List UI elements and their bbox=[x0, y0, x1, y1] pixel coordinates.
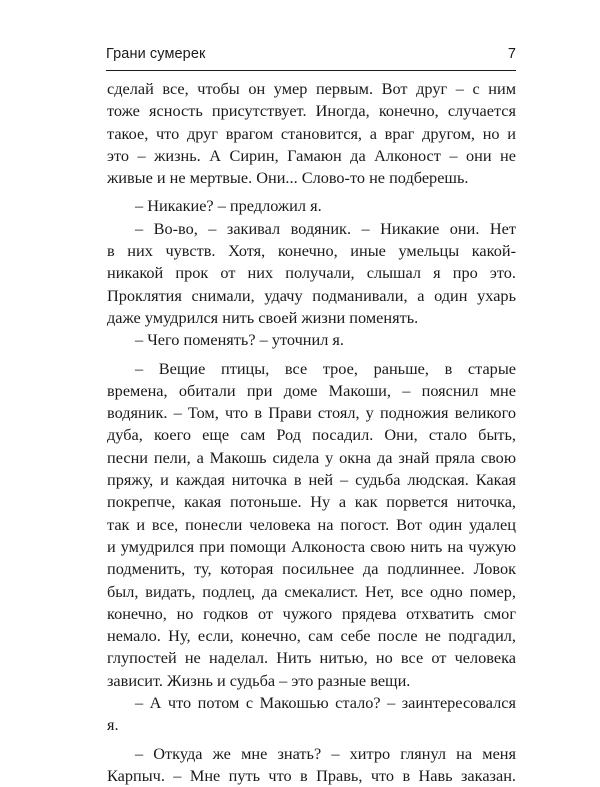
text-line: живые и не мертвые. Они... Слово-то не подберешь. bbox=[107, 168, 469, 188]
text-line: покрепче, какая потоньше. Ну а как порвется ниточка, bbox=[107, 492, 516, 512]
text-line: это – жизнь. А Сирин, Гамаюн да Алконост – они не bbox=[107, 145, 516, 165]
running-header bbox=[106, 44, 516, 72]
text-line: тоже ясность присутствует. Иногда, конечно, случается bbox=[107, 101, 516, 121]
text-line: даже умудрился нить своей жизни поменять. bbox=[107, 307, 419, 327]
text-line: – Откуда же мне знать? – хитро глянул на меня bbox=[135, 743, 516, 763]
page-body bbox=[107, 78, 516, 787]
text-line: и умудрился при помощи Алконоста свою нить на чужую bbox=[107, 536, 516, 556]
text-line: времена, обитали при доме Макоши, – пояснил мне bbox=[107, 380, 516, 400]
running-title: Грани сумерек bbox=[106, 46, 206, 62]
text-line: Карпыч. – Мне путь что в Правь, что в Навь заказан. bbox=[107, 765, 516, 785]
text-line: так и все, понесли человека на погост. Вот один удалец bbox=[107, 514, 516, 534]
text-line: зависит. Жизнь и судьба – это разные вещи. bbox=[107, 670, 411, 690]
text-line: сделай все, чтобы он умер первым. Вот друг – с ним bbox=[107, 79, 516, 98]
text-line: подменить, ту, которая посильнее да подлиннее. Ловок bbox=[107, 559, 516, 579]
header-rule bbox=[106, 70, 516, 71]
text-line: водяник. – Том, что в Прави стоял, у подножия великого bbox=[107, 403, 516, 423]
text-line: – Во-во, – закивал водяник. – Никакие они. Нет bbox=[135, 218, 516, 238]
page-number: 7 bbox=[507, 46, 516, 62]
text-line: немало. Ну, если, конечно, сам себе после не подгадил, bbox=[107, 626, 516, 646]
text-line: – Чего поменять? – уточнил я. bbox=[135, 330, 344, 350]
text-line: глупостей не наделал. Нить нитью, но все от человека bbox=[107, 648, 516, 668]
text-line: был, видать, подлец, да смекалист. Нет, все одно помер, bbox=[107, 581, 516, 601]
text-line: никакой прок от них получали, слышал я про это. bbox=[107, 263, 516, 283]
text-line: Проклятия снимали, удачу подманивали, а один ухарь bbox=[107, 285, 516, 305]
text-line: такое, что друг врагом становится, а враг другом, но и bbox=[107, 123, 516, 143]
text-line: дуба, коего еще сам Род посадил. Они, стало быть, bbox=[107, 425, 516, 445]
text-line: – Никакие? – предложил я. bbox=[135, 196, 322, 216]
text-line: – Вещие птицы, все трое, раньше, в старые bbox=[135, 358, 516, 378]
text-line: в них чувств. Хотя, конечно, иные умельцы какой- bbox=[107, 241, 516, 261]
text-line: конечно, но годков от чужого прядева отхватить смог bbox=[107, 603, 516, 623]
text-line: – А что потом с Макошью стало? – заинтересовался bbox=[135, 693, 516, 713]
text-line: пряжу, и каждая ниточка в ней – судьба людская. Какая bbox=[107, 470, 516, 490]
text-line: я. bbox=[107, 715, 119, 735]
text-line: песни пели, а Макошь сидела у окна да знай пряла свою bbox=[107, 447, 516, 467]
